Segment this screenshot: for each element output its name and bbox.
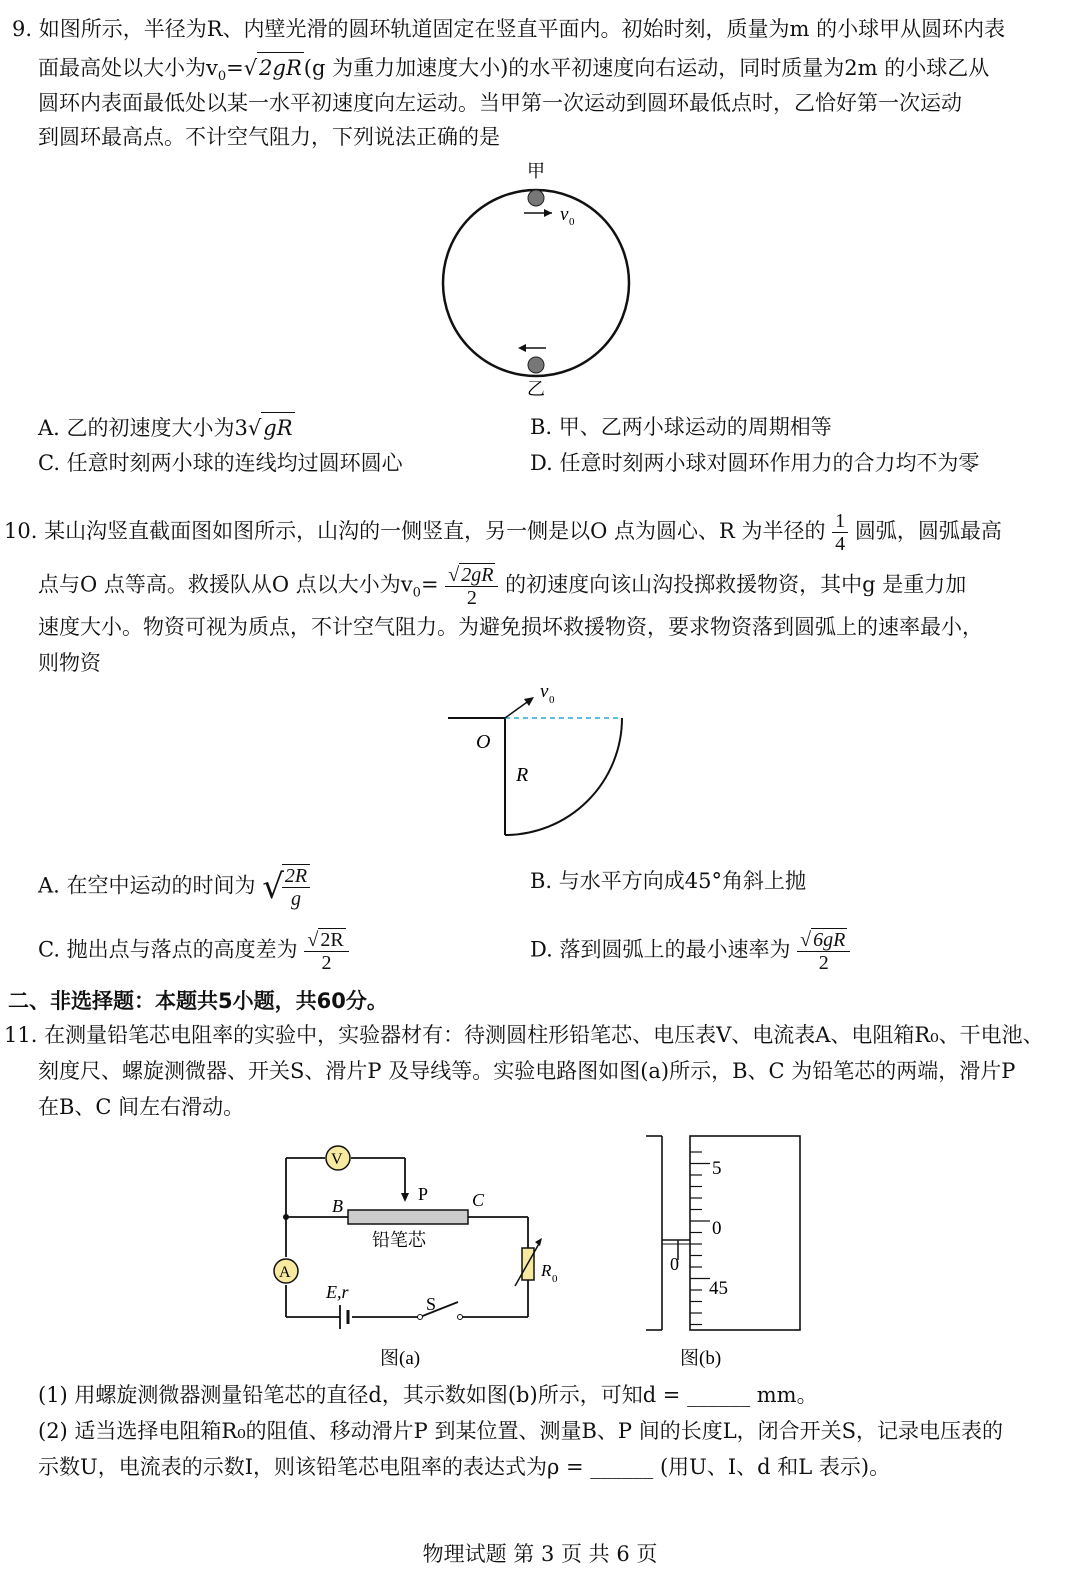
q10-quarter-fraction xyxy=(832,510,848,555)
frac-num: 6gR xyxy=(813,929,846,951)
label-r0: R xyxy=(541,1261,552,1280)
label-jia: 甲 xyxy=(527,161,545,181)
q11-line1: 11. 在测量铅笔芯电阻率的实验中，实验器材有：待测圆柱形铅笔芯、电压表V、电流表A、电阻箱R₀、干电池、 xyxy=(4,1023,1044,1047)
tick-5: 5 xyxy=(712,1158,722,1179)
caption-a: 图(a) xyxy=(380,1348,421,1369)
circuit-figure-a xyxy=(260,1130,560,1375)
page-footer: 物理试题 第 3 页 共 6 页 xyxy=(422,1542,658,1566)
main-scale-0: 0 xyxy=(670,1254,679,1274)
micrometer-figure-b xyxy=(640,1130,815,1375)
slider-arrow-icon xyxy=(401,1193,409,1202)
q10-option-a-text: A. 在空中运动的时间为 xyxy=(38,873,256,898)
frac-den: 2 xyxy=(818,952,829,974)
label-pencil-core: 铅笔芯 xyxy=(372,1230,426,1250)
label-r0-sub: 0 xyxy=(552,1273,558,1285)
q11-line3: 在B、C 间左右滑动。 xyxy=(38,1095,245,1119)
v0-arrow-icon xyxy=(524,697,534,706)
q9-line2: 面最高处以大小为$v_0=√2gR(g$ 为重力加速度大小)的水平初速度向右运动，同时质量为2m 的小球乙从 xyxy=(38,52,989,92)
q9-option-a-text: A. 乙的初速度大小为3 xyxy=(38,416,248,440)
label-c: C xyxy=(472,1190,485,1210)
q11-part2-line1: (2) 适当选择电阻箱R₀的阻值、移动滑片P 到某位置、测量B、P 间的长度L，闭合开关S，记录电压表的 xyxy=(38,1419,1004,1443)
frac-num: 2gR xyxy=(461,564,494,586)
label-ammeter: A xyxy=(279,1264,291,1281)
arrow-left-icon xyxy=(518,344,526,352)
q10-line2-a: 点与O 点等高。救援队从O 点以大小为v xyxy=(38,572,413,597)
q10-option-c[interactable]: C. 抛出点与落点的高度差为 $\frac{√ 2R}{2}$ xyxy=(38,928,349,974)
q9-circle-figure xyxy=(430,158,650,403)
ball-jia xyxy=(528,190,544,206)
label-r: R xyxy=(516,764,529,786)
frac-den: 4 xyxy=(835,533,846,555)
label-battery: E,r xyxy=(326,1282,349,1302)
arrow-right-icon xyxy=(544,209,552,217)
q9-line1: 9. 如图所示，半径为R、内壁光滑的圆环轨道固定在竖直平面内。初始时刻，质量为m 的小球甲从圆环内表 xyxy=(12,17,1006,41)
q10-v0-sub: 0 xyxy=(412,585,421,601)
label-voltmeter: V xyxy=(331,1151,343,1168)
frac-den: 2 xyxy=(321,952,332,974)
q9-sqrt-2gR: 2gR xyxy=(257,52,304,83)
q9-option-a-rad: gR xyxy=(261,412,294,443)
q10-option-d[interactable]: D. 落到圆弧上的最小速率为 $\frac{√ 6gR}{2}$ xyxy=(530,928,850,974)
q10-option-a[interactable]: A. 在空中运动的时间为 √ $\frac{2R}{g}$ xyxy=(38,864,310,910)
q10-option-c-text: C. 抛出点与落点的高度差为 xyxy=(38,937,298,962)
label-yi: 乙 xyxy=(527,379,545,399)
q10-gully-figure xyxy=(440,680,640,840)
frac-den: g xyxy=(290,888,301,910)
label-o: O xyxy=(476,731,491,753)
label-b: B xyxy=(332,1196,343,1216)
label-p: P xyxy=(418,1184,429,1204)
frac-num: 2R xyxy=(320,929,344,951)
q9-eq: = xyxy=(226,56,244,80)
q9-line2-a: 面最高处以大小为v xyxy=(38,56,218,80)
q10-v0-fraction: $\frac{√ 2gR}{2}$ xyxy=(445,563,498,609)
caption-b: 图(b) xyxy=(680,1348,722,1369)
q10-line1-a: 10. 某山沟竖直截面图如图所示，山沟的一侧竖直，另一侧是以O 点为圆心、R 为半径的 xyxy=(4,519,826,543)
q9-option-a[interactable]: A. 乙的初速度大小为3√gR xyxy=(38,412,295,443)
label-v: v xyxy=(560,204,569,225)
label-v-sub: 0 xyxy=(569,216,575,228)
q10-line1 xyxy=(4,510,1002,555)
q9-option-d[interactable]: D. 任意时刻两小球对圆环作用力的合力均不为零 xyxy=(530,451,980,475)
q10-line4: 则物资 xyxy=(38,651,101,675)
q10-line1-b: 圆弧，圆弧最高 xyxy=(854,519,1002,543)
q10-option-d-text: D. 落到圆弧上的最小速率为 xyxy=(530,937,791,962)
q9-option-b[interactable]: B. 甲、乙两小球运动的周期相等 xyxy=(530,415,832,439)
q9-v0-sub: 0 xyxy=(217,69,227,85)
q9-option-c[interactable]: C. 任意时刻两小球的连线均过圆环圆心 xyxy=(38,451,403,475)
ball-yi xyxy=(528,357,544,373)
pencil-core xyxy=(348,1210,468,1224)
q9-line2-e: (g 为重力加速度大小)的水平初速度向右运动，同时质量为2m 的小球乙从 xyxy=(303,56,990,80)
q10-eq: = xyxy=(420,572,439,597)
q11-part2-line2: 示数U，电流表的示数I，则该铅笔芯电阻率的表达式为ρ = ______ (用U、I、d 和L 表示)。 xyxy=(38,1455,891,1479)
q10-line2 xyxy=(38,563,966,609)
q10-option-b[interactable]: B. 与水平方向成45°角斜上抛 xyxy=(530,869,807,893)
label-v-sub: 0 xyxy=(549,694,555,706)
frac-num: 1 xyxy=(832,510,848,533)
q10-line3: 速度大小。物资可视为质点，不计空气阻力。为避免损坏救援物资，要求物资落到圆弧上的速率最小， xyxy=(38,615,983,639)
tick-45: 45 xyxy=(709,1278,728,1299)
tick-0: 0 xyxy=(712,1218,722,1239)
q10-line2-b: 的初速度向该山沟投掷救援物资，其中g 是重力加 xyxy=(505,572,967,597)
frac-num: 2R xyxy=(282,865,310,888)
q11-part1: (1) 用螺旋测微器测量铅笔芯的直径d，其示数如图(b)所示，可知d = ______ mm。 xyxy=(38,1383,818,1407)
q9-line4: 到圆环最高点。不计空气阻力，下列说法正确的是 xyxy=(38,125,500,149)
label-switch: S xyxy=(426,1294,437,1314)
q11-line2: 刻度尺、螺旋测微器、开关S、滑片P 及导线等。实验电路图如图(a)所示，B、C 为铅笔芯的两端，滑片P xyxy=(38,1059,1016,1083)
frac-den: 2 xyxy=(466,587,477,609)
section-heading: 二、非选择题：本题共5小题，共60分。 xyxy=(8,989,388,1013)
label-v: v xyxy=(540,681,549,702)
q9-line3: 圆环内表面最低处以某一水平初速度向左运动。当甲第一次运动到圆环最低点时，乙恰好第一次运动 xyxy=(38,91,962,115)
